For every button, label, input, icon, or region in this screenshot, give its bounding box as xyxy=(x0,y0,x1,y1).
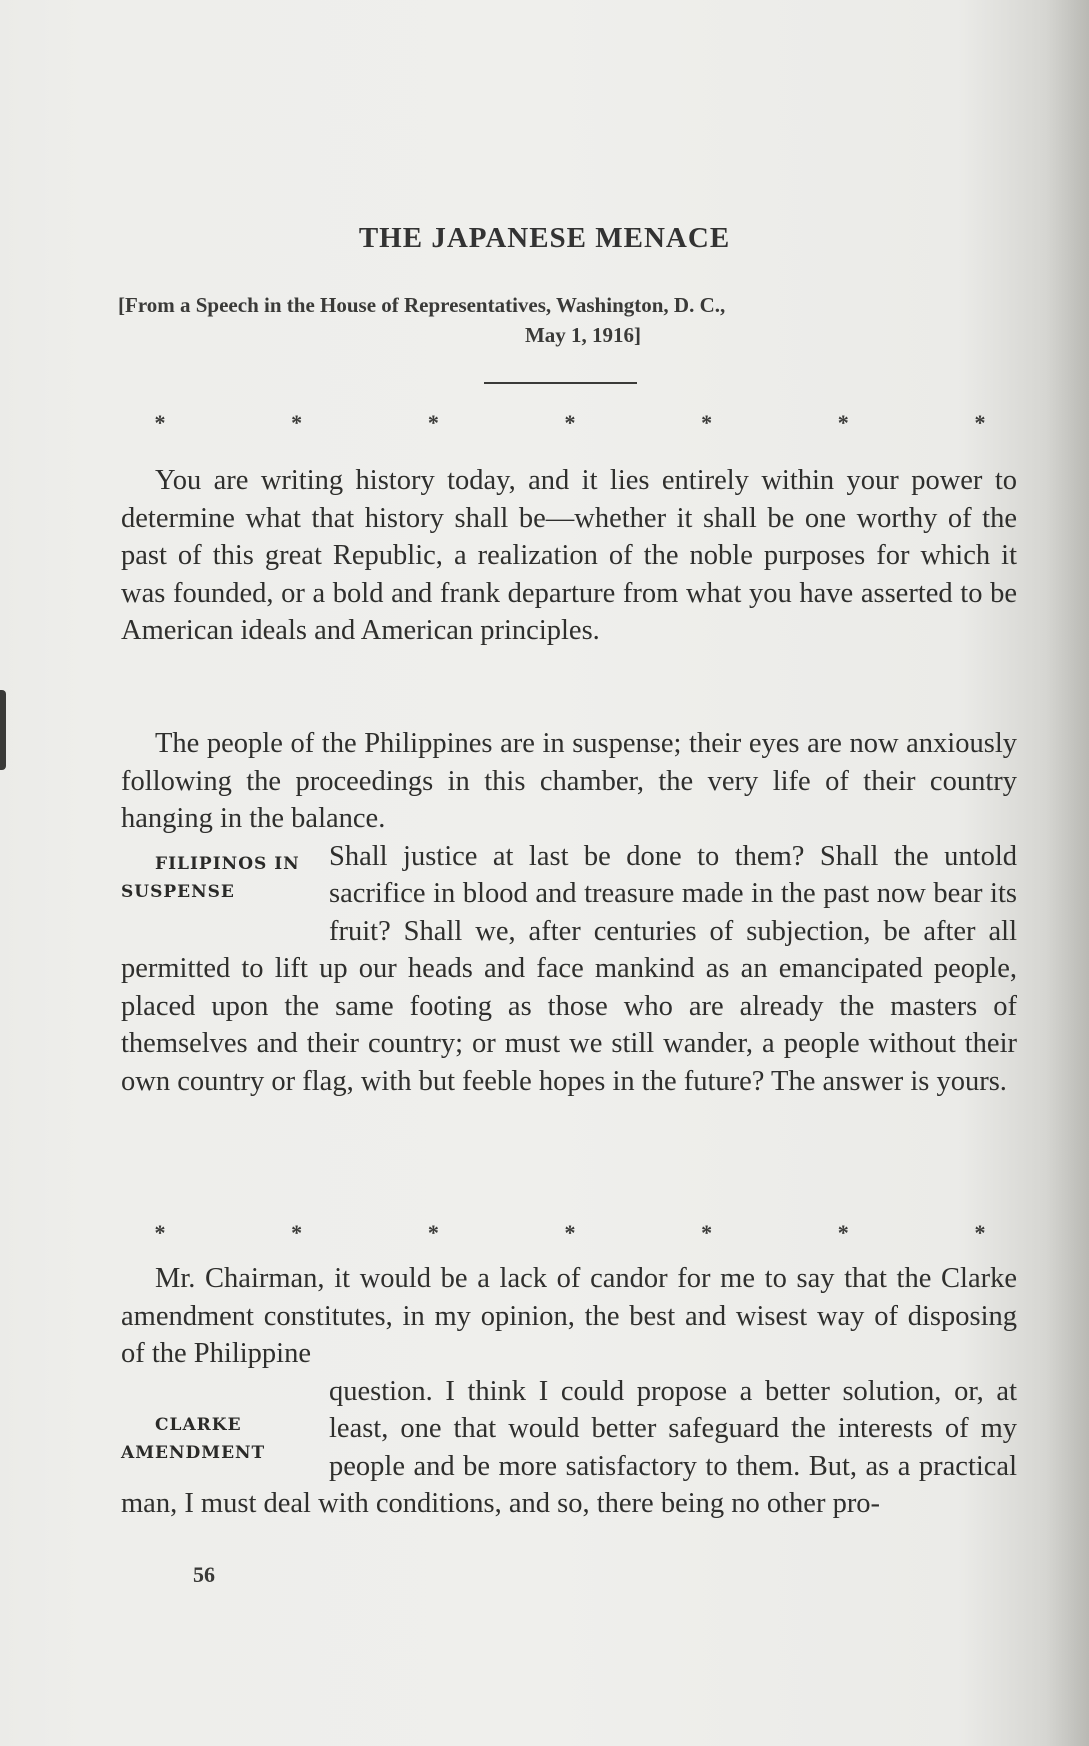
asterisk: * xyxy=(974,410,986,435)
asterisk: * xyxy=(427,410,439,435)
sidenote-line1: CLARKE xyxy=(155,1414,242,1435)
asterisk: * xyxy=(564,1220,576,1245)
asterisk: * xyxy=(154,1220,166,1245)
sidenote-label xyxy=(121,1411,319,1467)
asterisk: * xyxy=(427,1220,439,1245)
paragraph-3-start: Mr. Chairman, it would be a lack of candor for me to say that the Clarke amendment constitutes, in my opinion, the best and wisest way of disposing of the Philippine xyxy=(121,1263,1017,1369)
asterisk: * xyxy=(154,410,166,435)
sidenote-line2: AMENDMENT xyxy=(121,1442,266,1463)
paragraph-2-rest: Shall justice at last be done to them? Shall the untold sacrifice in blood and treasure made in the past now bear its fruit? Shall we, after centuries of subjection, be after all permitted to lift up our heads and face mankind as an emancipated people, placed upon the same footing as those who are already the masters of themselves and their country; or must we still wander, a people without their own country or flag, with but feeble hopes in the future? The answer is yours. xyxy=(121,840,1017,1097)
asterism-separator xyxy=(150,1220,990,1246)
chapter-title: THE JAPANESE MENACE xyxy=(358,222,731,254)
asterisk: * xyxy=(701,410,713,435)
asterisk: * xyxy=(291,410,303,435)
page-edge-shadow xyxy=(0,690,6,770)
paragraph-2 xyxy=(121,725,1017,1100)
asterisk: * xyxy=(701,1220,713,1245)
asterisk: * xyxy=(837,410,849,435)
paragraph-2-text xyxy=(121,725,1017,1100)
source-note-line2: May 1, 1916] xyxy=(524,323,642,347)
asterisk: * xyxy=(564,410,576,435)
paragraph-3 xyxy=(121,1260,1017,1523)
paragraph-1 xyxy=(121,462,1017,650)
title-rule xyxy=(484,382,637,384)
sidenote-label xyxy=(121,850,319,906)
asterisk: * xyxy=(974,1220,986,1245)
sidenote-line2: SUSPENSE xyxy=(121,881,235,902)
asterism-separator xyxy=(150,410,990,436)
asterisk: * xyxy=(837,1220,849,1245)
paragraph-3-text xyxy=(121,1260,1017,1523)
page-number: 56 xyxy=(193,1562,215,1587)
paragraph-2-start: The people of the Philippines are in suspense; their eyes are now anxiously following the proceedings in this chamber, the very life of their country hanging in the balance. xyxy=(121,728,1017,834)
source-note-line1: [From a Speech in the House of Representatives, Washington, D. C., xyxy=(118,293,726,317)
sidenote-line1: FILIPINOS IN xyxy=(155,853,300,874)
paragraph-3-rest: question. I think I could propose a better solution, or, at least, one that would better safeguard the interests of my people and be more satisfactory to them. But, as a practical man, I must deal with conditions, and so, there being no other pro- xyxy=(121,1375,1017,1519)
source-note xyxy=(118,290,1018,350)
sidenote-filipinos-in-suspense xyxy=(0,838,319,950)
paragraph-1-text: You are writing history today, and it lies entirely within your power to determine what that history shall be—whether it shall be one worthy of the past of this great Republic, a realization of the noble purposes for which it was founded, or a bold and frank departure from what you have asserted to be American ideals and American principles. xyxy=(121,465,1017,646)
sidenote-clarke-amendment xyxy=(0,1373,319,1485)
asterisk: * xyxy=(291,1220,303,1245)
